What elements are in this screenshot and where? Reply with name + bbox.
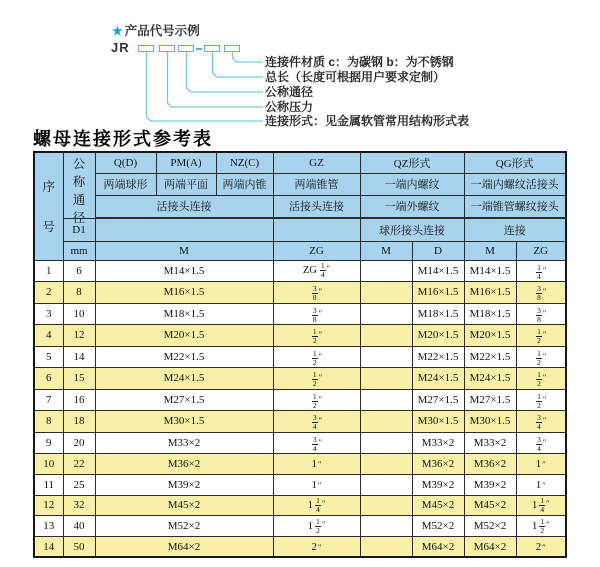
- cell-m-thread: M18×1.5: [95, 303, 273, 325]
- cell-qg-zg: 1 2 ″: [516, 346, 566, 368]
- cell-qz-m: [360, 368, 412, 390]
- code-box-5: [224, 45, 240, 52]
- header-cell-qd-desc: 两端球形: [95, 173, 156, 195]
- header-cell-pma: PM(A): [156, 152, 216, 173]
- cell-dn: 32: [63, 495, 95, 516]
- cell-dn: 6: [63, 260, 95, 282]
- header-cell-qd: Q(D): [95, 152, 156, 173]
- table-row: [34, 368, 566, 390]
- cell-gz-size: 1 2 ″: [273, 325, 360, 347]
- cell-qz-m: [360, 411, 412, 433]
- header-cell-m1: M: [95, 241, 273, 260]
- table-row: [34, 389, 566, 411]
- cell-gz-size: 1 1 2 ″: [273, 516, 360, 537]
- cell-qz-d: M52×2: [412, 516, 464, 537]
- cell-qg-zg: 1 4 ″: [516, 260, 566, 282]
- header-cell-qz-d: D: [412, 241, 464, 260]
- cell-qg-zg: 2 ″: [516, 537, 566, 558]
- code-label-connection: 连接形式：见金属软管常用结构形式表: [265, 114, 470, 128]
- star-icon: ★: [112, 24, 123, 38]
- header-cell-qg-zg: ZG: [516, 241, 566, 260]
- cell-gz-size: 3 4 ″: [273, 432, 360, 454]
- cell-seq: 2: [34, 282, 63, 304]
- code-box-1: [138, 45, 154, 52]
- header-cell-gz-desc: 两端锥管: [273, 173, 360, 195]
- cell-m-thread: M24×1.5: [95, 368, 273, 390]
- cell-qg-zg: 3 8 ″: [516, 282, 566, 304]
- cell-qz-m: [360, 389, 412, 411]
- header-cell-mm: mm: [63, 241, 95, 260]
- cell-seq: 7: [34, 389, 63, 411]
- cell-dn: 18: [63, 411, 95, 433]
- header-cell-ball-joint: 球形接头连接: [360, 218, 464, 241]
- cell-qz-d: M39×2: [412, 474, 464, 495]
- table-row: [34, 495, 566, 516]
- header-cell-blank-2: [273, 218, 360, 241]
- cell-qz-m: [360, 282, 412, 304]
- header-cell-qz-desc: 一端内螺纹: [360, 173, 464, 195]
- cell-qz-d: M14×1.5: [412, 260, 464, 282]
- cell-seq: 11: [34, 474, 63, 495]
- reference-table: [33, 151, 567, 558]
- diagram-heading-text: 产品代号示例: [124, 24, 200, 38]
- cell-qz-d: M27×1.5: [412, 389, 464, 411]
- header-cell-zg1: ZG: [273, 241, 360, 260]
- cell-qg-m: M30×1.5: [464, 411, 516, 433]
- cell-qg-m: M22×1.5: [464, 346, 516, 368]
- cell-qg-m: M18×1.5: [464, 303, 516, 325]
- table-row: [34, 516, 566, 537]
- cell-qg-m: M64×2: [464, 537, 516, 558]
- cell-qg-m: M45×2: [464, 495, 516, 516]
- table-row: [34, 303, 566, 325]
- code-box-3: [178, 45, 194, 52]
- header-cell-qg-taper-thread: 一端锥管螺纹接头: [464, 195, 566, 218]
- header-cell-gz: GZ: [273, 152, 360, 173]
- header-cell-qz-ext-thread: 一端外螺纹: [360, 195, 464, 218]
- table-body: [34, 260, 566, 557]
- table-header: [34, 152, 566, 260]
- header-cell-gz-joint: 活接头连接: [273, 195, 360, 218]
- cell-gz-size: 1 1 4 ″: [273, 495, 360, 516]
- diagram-heading: [112, 21, 200, 39]
- cell-qg-zg: 1 1 4 ″: [516, 495, 566, 516]
- code-label-material: 连接件材质 c：为碳钢 b：为不锈钢: [265, 55, 454, 69]
- cell-seq: 5: [34, 346, 63, 368]
- cell-qz-d: M36×2: [412, 454, 464, 475]
- cell-seq: 14: [34, 537, 63, 558]
- cell-m-thread: M36×2: [95, 454, 273, 475]
- cell-seq: 1: [34, 260, 63, 282]
- header-cell-nzc: NZ(C): [216, 152, 273, 173]
- header-cell-nzc-desc: 两端内锥: [216, 173, 273, 195]
- cell-qz-d: M20×1.5: [412, 325, 464, 347]
- code-label-diameter: 公称通径: [265, 85, 314, 99]
- table-row: [34, 282, 566, 304]
- cell-qg-m: M36×2: [464, 454, 516, 475]
- table-row: [34, 474, 566, 495]
- cell-gz-size: 1 2 ″: [273, 346, 360, 368]
- cell-qz-d: M24×1.5: [412, 368, 464, 390]
- cell-qg-m: M39×2: [464, 474, 516, 495]
- cell-seq: 3: [34, 303, 63, 325]
- cell-seq: 6: [34, 368, 63, 390]
- cell-dn: 22: [63, 454, 95, 475]
- cell-m-thread: M16×1.5: [95, 282, 273, 304]
- cell-qg-zg: 1 1 2 ″: [516, 516, 566, 537]
- header-cell-dn: 公 称 通 径: [63, 152, 95, 218]
- cell-qg-zg: 1 2 ″: [516, 368, 566, 390]
- cell-dn: 16: [63, 389, 95, 411]
- cell-qz-m: [360, 495, 412, 516]
- code-dash: [196, 48, 202, 50]
- cell-m-thread: M20×1.5: [95, 325, 273, 347]
- cell-qg-zg: 1 ″: [516, 454, 566, 475]
- header-cell-blank-1: [95, 218, 273, 241]
- header-cell-qg-m: M: [464, 241, 516, 260]
- cell-m-thread: M39×2: [95, 474, 273, 495]
- table-row: [34, 537, 566, 558]
- cell-dn: 12: [63, 325, 95, 347]
- cell-qz-d: M64×2: [412, 537, 464, 558]
- header-cell-qg-group: QG形式: [464, 152, 566, 173]
- cell-qz-m: [360, 537, 412, 558]
- cell-qg-m: M20×1.5: [464, 325, 516, 347]
- cell-m-thread: M27×1.5: [95, 389, 273, 411]
- cell-gz-size: 3 8 ″: [273, 282, 360, 304]
- cell-seq: 12: [34, 495, 63, 516]
- cell-seq: 13: [34, 516, 63, 537]
- cell-dn: 20: [63, 432, 95, 454]
- cell-qz-m: [360, 432, 412, 454]
- cell-gz-size: 1 2 ″: [273, 389, 360, 411]
- cell-m-thread: M45×2: [95, 495, 273, 516]
- cell-qg-zg: 1 ″: [516, 474, 566, 495]
- cell-qg-m: M16×1.5: [464, 282, 516, 304]
- header-cell-d1: D1: [63, 218, 95, 241]
- cell-qg-m: M33×2: [464, 432, 516, 454]
- cell-dn: 10: [63, 303, 95, 325]
- cell-qz-d: M33×2: [412, 432, 464, 454]
- cell-gz-size: 3 8 ″: [273, 303, 360, 325]
- table-row: [34, 432, 566, 454]
- header-cell-seq: 序 号: [34, 152, 63, 260]
- code-label-length: 总长（长度可根据用户要求定制）: [265, 70, 446, 84]
- cell-qz-d: M18×1.5: [412, 303, 464, 325]
- table-row: [34, 346, 566, 368]
- code-label-pressure: 公称压力: [265, 100, 314, 114]
- cell-m-thread: M22×1.5: [95, 346, 273, 368]
- cell-gz-size: 3 4 ″: [273, 411, 360, 433]
- table-title: 螺母连接形式参考表: [33, 129, 213, 150]
- cell-qz-d: M30×1.5: [412, 411, 464, 433]
- cell-m-thread: M33×2: [95, 432, 273, 454]
- cell-seq: 10: [34, 454, 63, 475]
- cell-gz-size: 1 ″: [273, 474, 360, 495]
- header-cell-qz-m: M: [360, 241, 412, 260]
- cell-gz-size: ZG 1 4 ″: [273, 260, 360, 282]
- header-cell-qg-desc: 一端内螺纹活接头: [464, 173, 566, 195]
- cell-m-thread: M52×2: [95, 516, 273, 537]
- cell-seq: 9: [34, 432, 63, 454]
- cell-m-thread: M30×1.5: [95, 411, 273, 433]
- cell-m-thread: M64×2: [95, 537, 273, 558]
- cell-dn: 14: [63, 346, 95, 368]
- cell-dn: 25: [63, 474, 95, 495]
- cell-qz-m: [360, 454, 412, 475]
- cell-qg-m: M24×1.5: [464, 368, 516, 390]
- header-cell-qz-group: QZ形式: [360, 152, 464, 173]
- table-row: [34, 454, 566, 475]
- cell-qg-m: M52×2: [464, 516, 516, 537]
- cell-qz-d: M45×2: [412, 495, 464, 516]
- cell-gz-size: 2 ″: [273, 537, 360, 558]
- table-row: [34, 260, 566, 282]
- cell-qg-zg: 3 8 ″: [516, 303, 566, 325]
- cell-m-thread: M14×1.5: [95, 260, 273, 282]
- cell-qz-m: [360, 325, 412, 347]
- header-cell-pma-desc: 两端平面: [156, 173, 216, 195]
- cell-seq: 8: [34, 411, 63, 433]
- cell-qg-zg: 1 2 ″: [516, 389, 566, 411]
- cell-qz-d: M16×1.5: [412, 282, 464, 304]
- cell-qz-m: [360, 516, 412, 537]
- cell-qg-zg: 3 4 ″: [516, 432, 566, 454]
- cell-seq: 4: [34, 325, 63, 347]
- cell-qz-m: [360, 474, 412, 495]
- cell-dn: 8: [63, 282, 95, 304]
- product-code-prefix: JR: [111, 40, 130, 55]
- cell-gz-size: 1 2 ″: [273, 368, 360, 390]
- cell-qg-m: M27×1.5: [464, 389, 516, 411]
- table-row: [34, 325, 566, 347]
- cell-qz-d: M22×1.5: [412, 346, 464, 368]
- cell-dn: 15: [63, 368, 95, 390]
- cell-dn: 50: [63, 537, 95, 558]
- cell-qz-m: [360, 303, 412, 325]
- cell-qz-m: [360, 346, 412, 368]
- code-box-2: [159, 45, 175, 52]
- header-cell-union-joint: 活接头连接: [95, 195, 273, 218]
- cell-qg-m: M14×1.5: [464, 260, 516, 282]
- table-row: [34, 411, 566, 433]
- cell-gz-size: 1 ″: [273, 454, 360, 475]
- code-box-4: [204, 45, 220, 52]
- cell-qg-zg: 1 2 ″: [516, 325, 566, 347]
- cell-qz-m: [360, 260, 412, 282]
- cell-qg-zg: 3 4 ″: [516, 411, 566, 433]
- cell-dn: 40: [63, 516, 95, 537]
- header-cell-connect: 连接: [464, 218, 566, 241]
